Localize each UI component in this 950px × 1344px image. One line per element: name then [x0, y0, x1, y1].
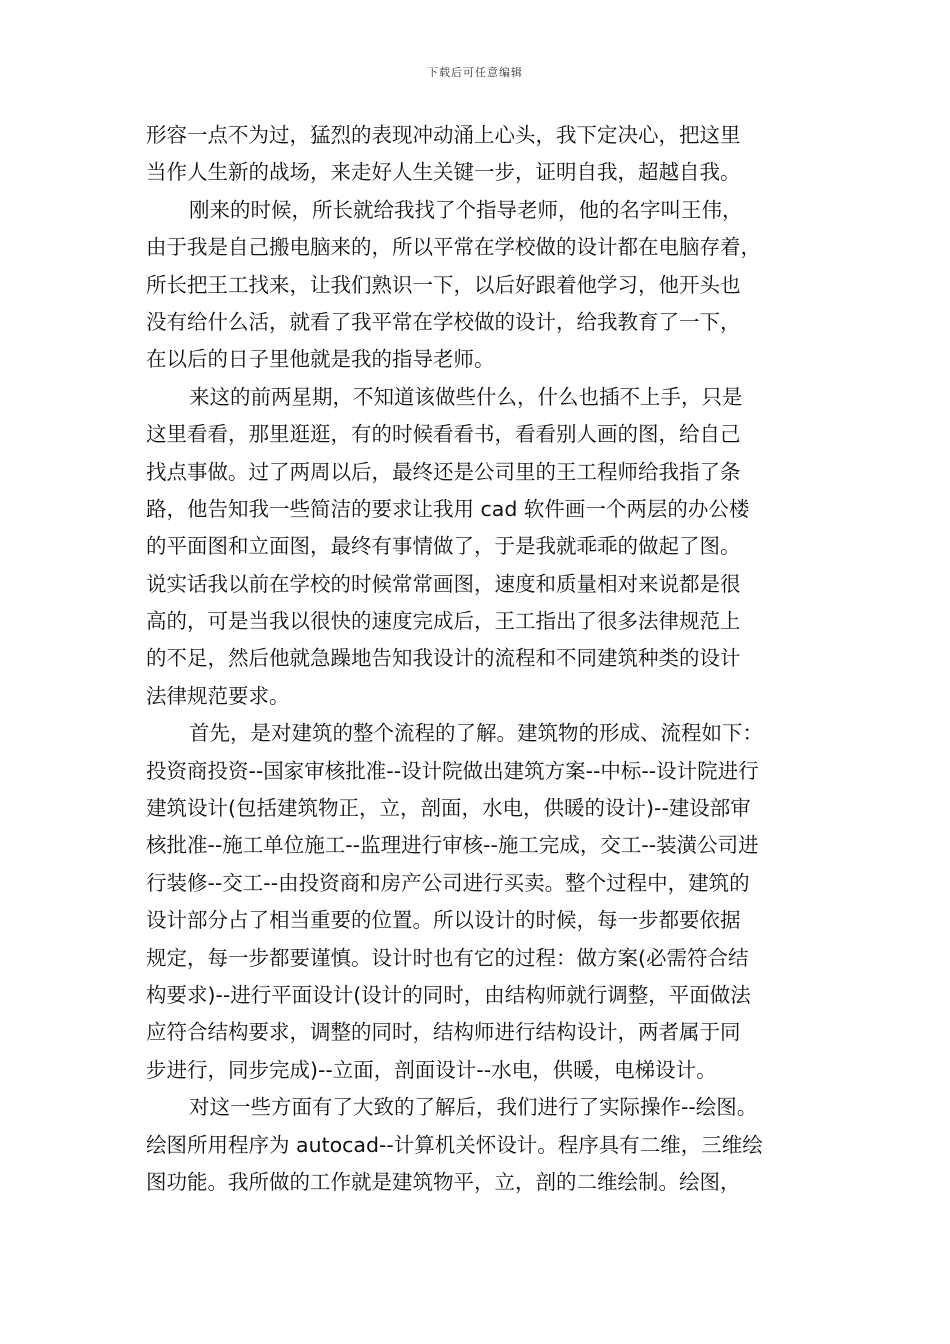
- text-line: 首先，是对建筑的整个流程的了解。建筑物的形成、流程如下：: [189, 721, 763, 746]
- text-line: 的平面图和立面图，最终有事情做了，于是我就乖乖的做起了图。: [146, 534, 741, 559]
- text-line: 应符合结构要求，调整的同时，结构师进行结构设计，两者属于同: [146, 1020, 741, 1045]
- text-line: 的不足，然后他就急躁地告知我设计的流程和不同建筑种类的设计: [146, 646, 741, 671]
- text-line: 建筑设计(包括建筑物正，立，剖面，水电，供暖的设计)--建设部审: [146, 796, 751, 821]
- text-line: 投资商投资--国家审核批准--设计院做出建筑方案--中标--设计院进行: [146, 758, 759, 783]
- text-line: 对这一些方面有了大致的了解后，我们进行了实际操作--绘图。: [189, 1095, 758, 1120]
- text-line: 刚来的时候，所长就给我找了个指导老师，他的名字叫王伟，: [189, 197, 743, 222]
- text-line: 设计部分占了相当重要的位置。所以设计的时候，每一步都要依据: [146, 908, 741, 933]
- text-line: 这里看看，那里逛逛，有的时候看看书，看看别人画的图，给自己: [146, 422, 741, 447]
- text-line: 当作人生新的战场，来走好人生关键一步，证明自我，超越自我。: [146, 160, 741, 185]
- text-line: 步进行，同步完成)--立面，剖面设计--水电，供暖，电梯设计。: [146, 1057, 717, 1082]
- text-line: 没有给什么活，就看了我平常在学校做的设计，给我教育了一下，: [146, 309, 741, 334]
- text-line: 由于我是自己搬电脑来的，所以平常在学校做的设计都在电脑存着，: [146, 235, 761, 260]
- text-line: 构要求)--进行平面设计(设计的同时，由结构师就行调整，平面做法: [146, 982, 751, 1007]
- document-body: [146, 117, 806, 1201]
- text-line: 所长把王工找来，让我们熟识一下，以后好跟着他学习，他开头也: [146, 272, 741, 297]
- text-line: 规定，每一步都要谨慎。设计时也有它的过程：做方案(必需符合结: [146, 945, 749, 970]
- text-line: 图功能。我所做的工作就是建筑物平，立，剖的二维绘制。绘图，: [146, 1169, 741, 1194]
- text-line: 高的，可是当我以很快的速度完成后，王工指出了很多法律规范上: [146, 609, 741, 634]
- text-line: 路，他告知我一些简洁的要求让我用 cad 软件画一个两层的办公楼: [146, 496, 750, 521]
- text-line: 形容一点不为过，猛烈的表现冲动涌上心头，我下定决心，把这里: [146, 123, 741, 147]
- text-line: 找点事做。过了两周以后，最终还是公司里的王工程师给我指了条: [146, 459, 741, 484]
- text-line: 行装修--交工--由投资商和房产公司进行买卖。整个过程中，建筑的: [146, 870, 750, 895]
- text-line: 来这的前两星期，不知道该做些什么，什么也插不上手，只是: [189, 384, 743, 409]
- text-line: 说实话我以前在学校的时候常常画图，速度和质量相对来说都是很: [146, 571, 741, 596]
- text-line: 在以后的日子里他就是我的指导老师。: [146, 347, 495, 372]
- text-line: 法律规范要求。: [146, 683, 290, 708]
- text-line: 绘图所用程序为 autocad--计算机关怀设计。程序具有二维，三维绘: [146, 1132, 763, 1157]
- header-note: 下载后可任意编辑: [427, 66, 523, 79]
- text-line: 核批准--施工单位施工--监理进行审核--施工完成，交工--装潢公司进: [146, 833, 759, 858]
